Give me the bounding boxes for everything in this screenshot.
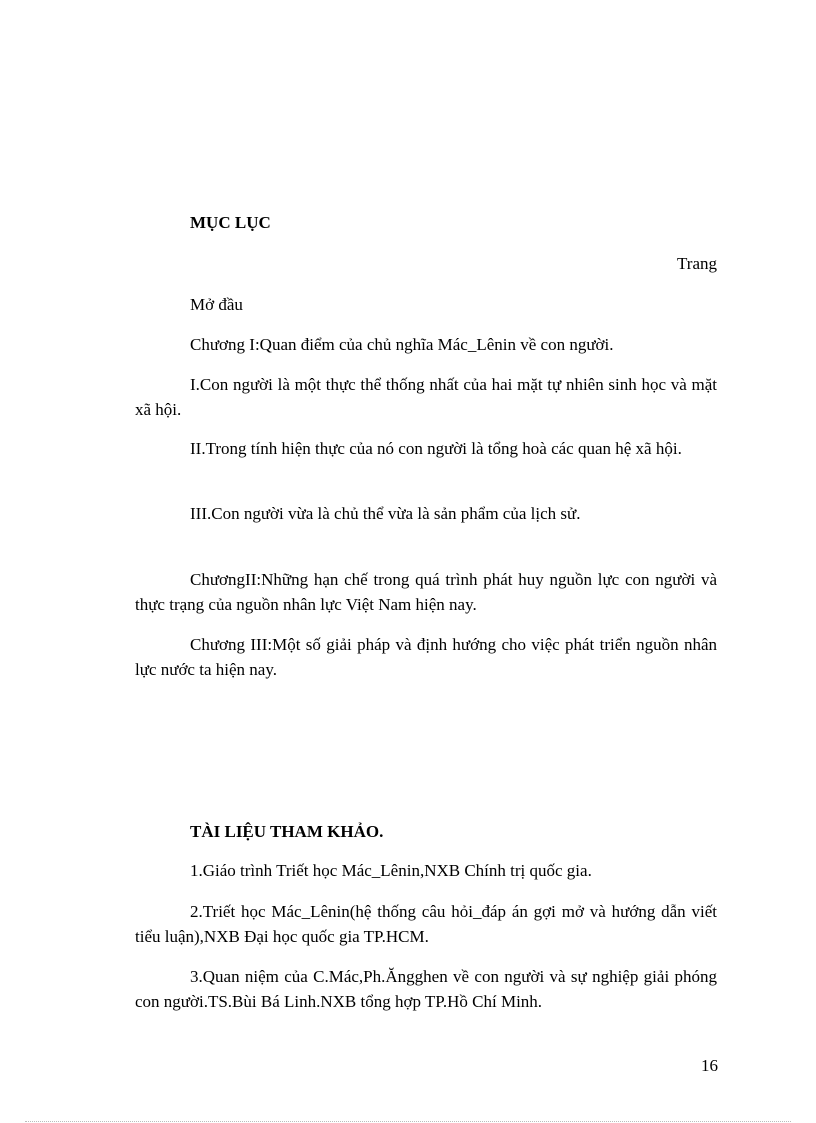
reference-item-1: 1.Giáo trình Triết học Mác_Lênin,NXB Chính trị quốc gia. bbox=[190, 861, 592, 880]
toc-intro: Mở đầu bbox=[190, 295, 243, 314]
toc-section-3: III.Con người vừa là chủ thể vừa là sản phẩm của lịch sử. bbox=[190, 504, 581, 523]
page-number: 16 bbox=[701, 1056, 718, 1075]
page-bottom-divider bbox=[25, 1121, 791, 1122]
toc-heading: MỤC LỤC bbox=[190, 213, 271, 232]
toc-chapter-3: Chương III:Một số giải pháp và định hướng cho việc phát triển nguồn nhân lực nước ta hiện nay. bbox=[135, 635, 717, 679]
references-heading: TÀI LIỆU THAM KHẢO. bbox=[190, 822, 384, 841]
reference-item-2: 2.Triết học Mác_Lênin(hệ thống câu hỏi_đáp án gợi mở và hướng dẫn viết tiểu luận),NXB Đại học quốc gia TP.HCM. bbox=[135, 902, 717, 946]
toc-section-2: II.Trong tính hiện thực của nó con người là tổng hoà các quan hệ xã hội. bbox=[190, 439, 682, 458]
reference-item-3: 3.Quan niệm của C.Mác,Ph.Ăngghen về con người và sự nghiệp giải phóng con người.TS.Bùi Bá Linh.NXB tổng hợp TP.Hồ Chí Minh. bbox=[135, 967, 717, 1011]
toc-page-column-label: Trang bbox=[677, 254, 717, 273]
toc-section-1: I.Con người là một thực thể thống nhất của hai mặt tự nhiên sinh học và mặt xã hội. bbox=[135, 375, 717, 419]
toc-chapter-2: ChươngII:Những hạn chế trong quá trình phát huy nguồn lực con người và thực trạng của nguồn nhân lực Việt Nam hiện nay. bbox=[135, 570, 717, 614]
toc-chapter-1: Chương I:Quan điểm của chủ nghĩa Mác_Lênin về con người. bbox=[190, 335, 614, 354]
